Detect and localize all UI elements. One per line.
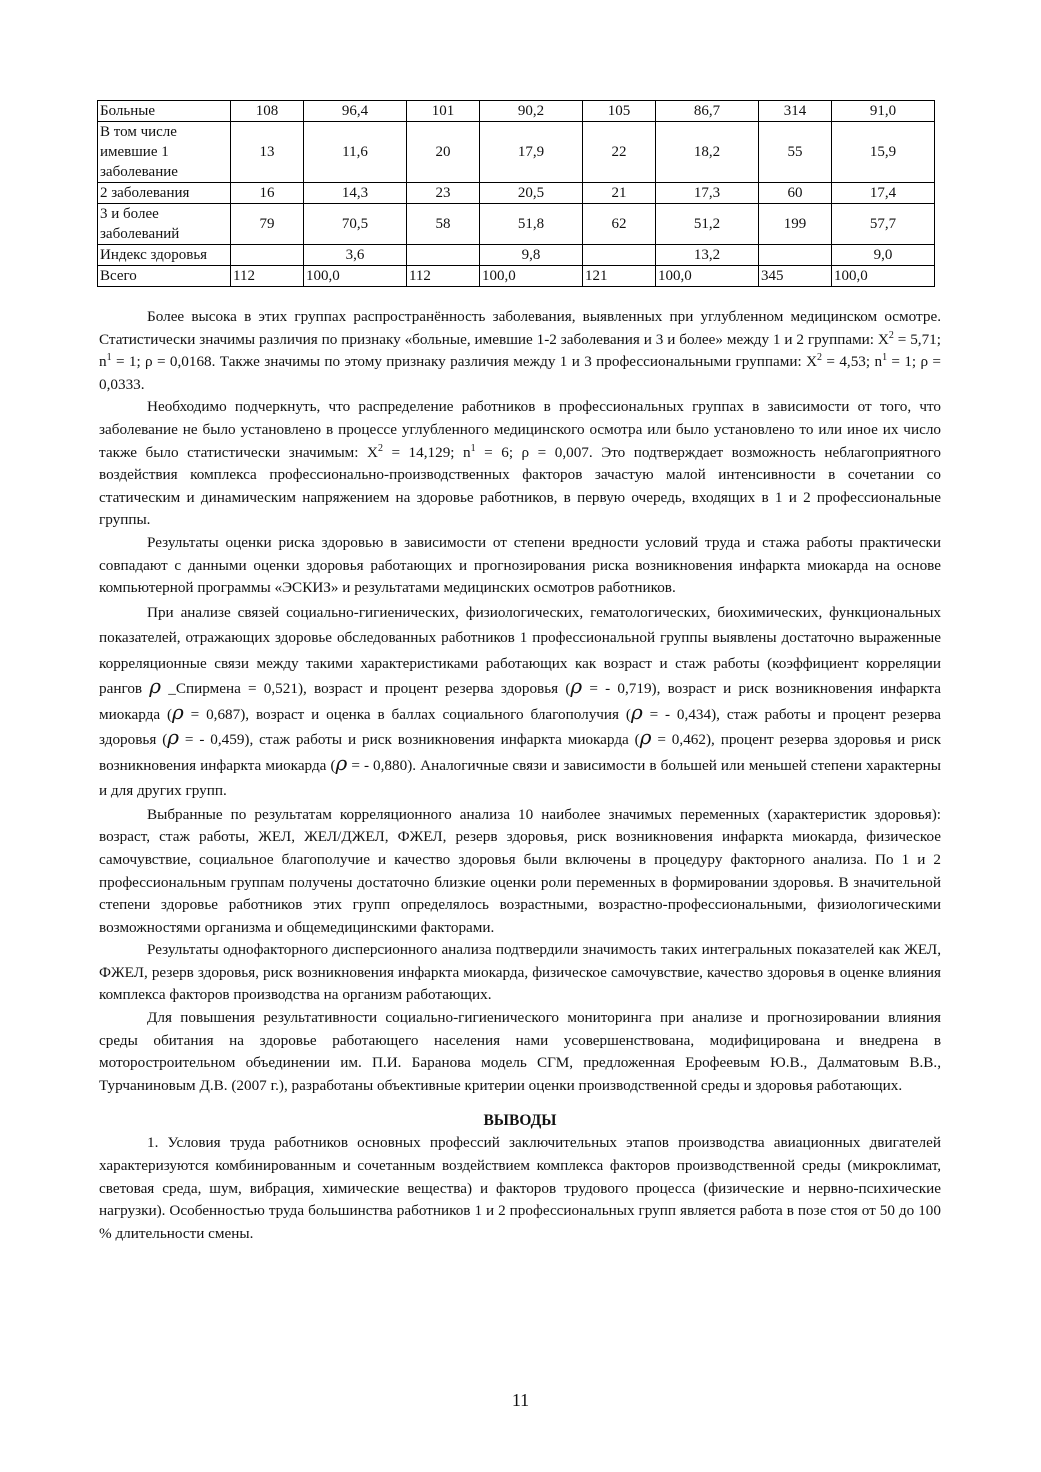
table-cell: 70,5 xyxy=(304,204,407,245)
paragraph-5: Выбранные по результатам корреляционного анализа 10 наиболее значимых переменных (характеристик здоровья): возраст, стаж работы, ЖЕЛ, ЖЕЛ/ДЖЕЛ, ФЖЕЛ, резерв здоровья, риск возникновения инфаркта миокарда, физическое самочувствие, социальное благополучие и качество здоровья были включены в процедуру факторного анализа. По 1 и 2 профессиональным группам получены достаточно близкие оценки роли переменных в формировании здоровья. В значительной степени здоровье работников этих групп определялось возрастными, возрастно-профессиональными, физиологическими возможностями организма и общемедицинскими факторами. xyxy=(99,805,941,936)
table-cell: 100,0 xyxy=(656,266,759,287)
table-row xyxy=(98,245,935,266)
table-cell: 18,2 xyxy=(656,122,759,183)
table-row xyxy=(98,122,935,183)
table-cell: 21 xyxy=(582,183,655,204)
table-cell: 101 xyxy=(406,101,479,122)
table-cell: 199 xyxy=(758,204,831,245)
table-cell: 11,6 xyxy=(304,122,407,183)
table-cell: 86,7 xyxy=(656,101,759,122)
table-cell xyxy=(758,245,831,266)
table-cell: 96,4 xyxy=(304,101,407,122)
table-row xyxy=(98,183,935,204)
table-cell: 90,2 xyxy=(480,101,583,122)
table-cell: 17,4 xyxy=(832,183,935,204)
paragraph-4: При анализе связей социально-гигиенических, физиологических, гематологических, биохимических, функциональных показателей, отражающих здоровье обследованных работников 1 профессиональной группы выявлены достаточно выраженные корреляционные связи между такими характеристиками работающих как возраст и стаж работы (коэффициент корреляции рангов ρ _Спирмена = 0,521), возраст и процент резерва здоровья (ρ = - 0,719), возраст и риск возникновения инфаркта миокарда (ρ = 0,687), возраст и оценка в баллах социального благополучия (ρ = - 0,434), стаж работы и процент резерва здоровья (ρ = - 0,459), стаж работы и риск возникновения инфаркта миокарда (ρ = 0,462), процент резерва здоровья и риск возникновения инфаркта миокарда (ρ = - 0,880). Аналогичные связи и зависимости в большей или меньшей степени характерны и для других групп. xyxy=(99,603,941,800)
paragraph-3: Результаты оценки риска здоровью в зависимости от степени вредности условий труда и стажа работы практически совпадают с данными оценки здоровья работающих и прогнозирования риска возникновения инфаркта миокарда на основе компьютерной программы «ЭСКИЗ» и результатами медицинских осмотров работников. xyxy=(99,533,941,597)
rho-symbol: ρ xyxy=(639,725,652,750)
table-cell: 62 xyxy=(582,204,655,245)
row-label: 2 заболевания xyxy=(98,183,231,204)
table-cell: 17,3 xyxy=(656,183,759,204)
table-cell: 51,2 xyxy=(656,204,759,245)
table-cell: 23 xyxy=(406,183,479,204)
table-cell: 60 xyxy=(758,183,831,204)
body-text xyxy=(99,306,941,1245)
table-row xyxy=(98,101,935,122)
table-cell: 13 xyxy=(231,122,304,183)
table-cell xyxy=(406,245,479,266)
row-label: 3 и более заболеваний xyxy=(98,204,231,245)
statistics-table xyxy=(97,100,935,287)
paragraph-8: 1. Условия труда работников основных профессий заключительных этапов производства авиационных двигателей характеризуются комбинированным и сочетанным воздействием комплекса факторов производственной среды (микроклимат, световая среда, шум, вибрация, химические вещества) и факторов трудового процесса (физические и нервно-психические нагрузки). Особенностью труда большинства работников 1 и 2 профессиональных групп является работа в позе стоя от 50 до 100 % длительности смены. xyxy=(99,1134,941,1242)
table-cell: 108 xyxy=(231,101,304,122)
paragraph-1: Более высока в этих группах распространённость заболевания, выявленных при углубленном медицинском осмотре. Статистически значимы различия по признаку «больные, имевшие 1-2 заболевания и 3 и более» между 1 и 2 группами: $X^2 = 5,71$; $n^1 = 1$; ρ = 0,0168. Также значимы по этому признаку различия между 1 и 3 профессиональными группами: $X^2 = 4,53$; $n^1 = 1$; ρ = 0,0333. xyxy=(99,308,941,393)
table-cell xyxy=(231,245,304,266)
rho-symbol: ρ xyxy=(630,699,643,724)
table-cell: 105 xyxy=(582,101,655,122)
rho-symbol: ρ xyxy=(149,674,162,699)
table-cell: 13,2 xyxy=(656,245,759,266)
table-cell: 314 xyxy=(758,101,831,122)
paragraph-7: Для повышения результативности социально-гигиенического мониторинга при анализе и прогнозировании влияния среды обитания на здоровье работающего населения нами усовершенствована, модифицирована и внедрена в моторостроительном объединении им. П.И. Баранова модель СГМ, предложенная Ерофеевым Ю.В., Далматовым В.В., Турчаниновым Д.В. (2007 г.), разработаны объективные критерии оценки производственной среды и здоровья работающих. xyxy=(99,1009,941,1094)
row-label: Всего xyxy=(98,266,231,287)
paragraph-6: Результаты однофакторного дисперсионного анализа подтвердили значимость таких интегральных показателей как ЖЕЛ, ФЖЕЛ, резерв здоровья, риск возникновения инфаркта миокарда, физическое самочувствие, качество здоровья в оценке влияния комплекса факторов производства на организм работающих. xyxy=(99,941,941,1004)
table-cell: 55 xyxy=(758,122,831,183)
paragraph-2: Необходимо подчеркнуть, что распределение работников в профессиональных группах в зависимости от того, что заболевание не было установлено в процессе углубленного медицинского осмотра или было установлено то или иное их число также было статистически значимым: $X^2 = 14,129$; $n^1 = 6$; ρ = 0,007. Это подтверждает возможность неблагоприятного воздействия комплекса профессионально-производственных факторов зачастую малой интенсивности в сочетании со статическим и динамическим напряжением на здоровье работников, в первую очередь, входящих в 1 и 2 профессиональные группы. xyxy=(99,398,941,529)
table-cell: 15,9 xyxy=(832,122,935,183)
table-cell: 51,8 xyxy=(480,204,583,245)
table-cell: 79 xyxy=(231,204,304,245)
table-cell: 57,7 xyxy=(832,204,935,245)
row-label: В том числе имевшие 1 заболевание xyxy=(98,122,231,183)
table-cell: 112 xyxy=(231,266,304,287)
table-row xyxy=(98,266,935,287)
table-cell: 345 xyxy=(758,266,831,287)
row-label: Больные xyxy=(98,101,231,122)
table-cell xyxy=(582,245,655,266)
row-label: Индекс здоровья xyxy=(98,245,231,266)
table-cell: 9,0 xyxy=(832,245,935,266)
table-cell: 112 xyxy=(406,266,479,287)
table-cell: 22 xyxy=(582,122,655,183)
rho-symbol: ρ xyxy=(172,699,184,724)
table-cell: 16 xyxy=(231,183,304,204)
table-cell: 121 xyxy=(582,266,655,287)
table-row xyxy=(98,204,935,245)
rho-symbol: ρ xyxy=(570,674,583,699)
table-cell: 91,0 xyxy=(832,101,935,122)
section-heading: ВЫВОДЫ xyxy=(483,1112,557,1130)
table-cell: 17,9 xyxy=(480,122,583,183)
table-cell: 100,0 xyxy=(304,266,407,287)
table-cell: 14,3 xyxy=(304,183,407,204)
table-cell: 3,6 xyxy=(304,245,407,266)
rho-symbol: ρ xyxy=(167,725,180,750)
table-cell: 9,8 xyxy=(480,245,583,266)
table-cell: 100,0 xyxy=(480,266,583,287)
table-cell: 58 xyxy=(406,204,479,245)
rho-symbol: ρ xyxy=(335,750,348,775)
table-cell: 20,5 xyxy=(480,183,583,204)
table-cell: 20 xyxy=(406,122,479,183)
table-cell: 100,0 xyxy=(832,266,935,287)
page-number: 11 xyxy=(511,1390,530,1410)
